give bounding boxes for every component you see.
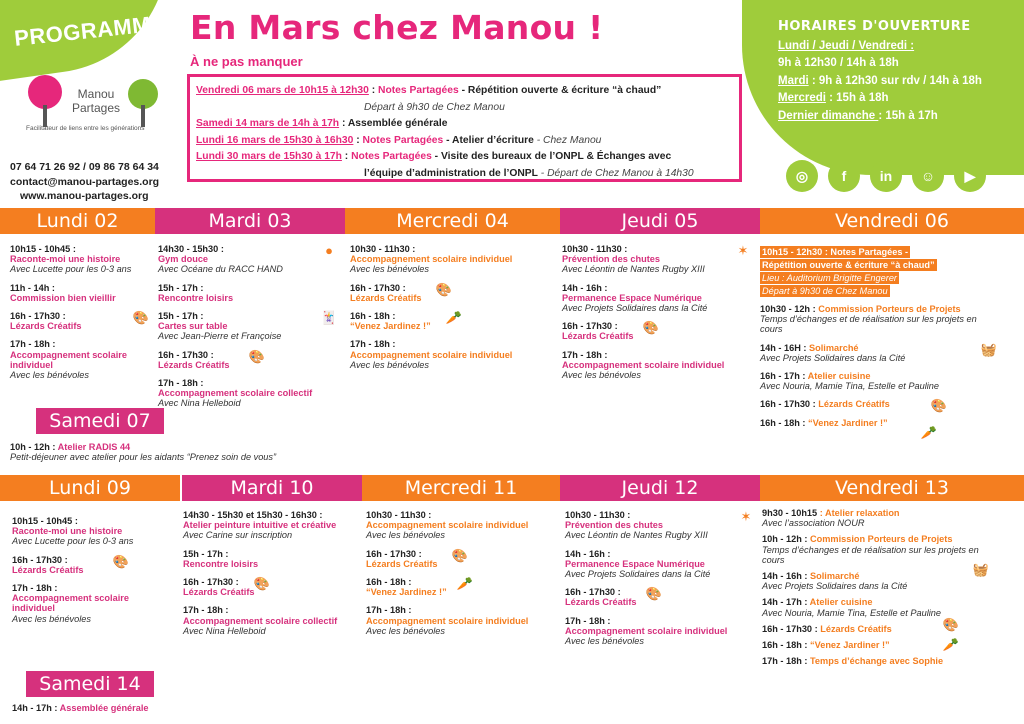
activity-title: Accompagnement scolaire collectif [158, 388, 313, 399]
hours-value: : 15h à 17h [878, 109, 938, 122]
featured-event [760, 246, 1000, 298]
activity-title: Lézards Créatifs [366, 558, 438, 569]
activity-host: Avec Léontin de Nantes Rugby XIII [562, 264, 705, 275]
activity-time: 16h - 18h : [760, 417, 808, 428]
highlight-events-box [187, 74, 742, 182]
separator: : [368, 85, 379, 96]
paint-palette-icon: 🎨 [435, 281, 453, 297]
day-column-vendredi-06 [760, 246, 1000, 440]
playing-cards-icon: 🃏 [320, 310, 338, 326]
activity-time: 17h - 18h : [350, 339, 396, 350]
activity-time: 16h - 17h30 : [760, 399, 819, 410]
paint-palette-icon: 🎨 [942, 616, 960, 632]
garden-vegetables-icon: 🥕 [456, 576, 474, 592]
activity-time: 10h30 - 12h : [760, 304, 819, 314]
event-name: Notes Partagées [378, 85, 459, 96]
event-name: Notes Partagées [351, 151, 432, 162]
activity-title: Accompagnement scolaire individuel [350, 349, 513, 360]
activity-title: Lézards Créatifs [12, 564, 84, 575]
activity [350, 283, 555, 303]
activity-title: Lézards Créatifs [565, 597, 637, 608]
activity-time: 14h - 16h : [562, 282, 608, 293]
activity-host: Avec Projets Solidaires dans la Cité [760, 352, 906, 363]
day-header-mercredi-04: Mercredi 04 [345, 208, 560, 234]
garden-vegetables-icon: 🥕 [920, 424, 938, 440]
youtube-icon[interactable]: ▶ [954, 160, 986, 192]
activity-host: Avec Nina Helleboid [158, 398, 241, 409]
activity [762, 637, 1002, 653]
activity [12, 516, 162, 547]
activity-time: 17h - 18h : [562, 349, 608, 360]
activity-title: Accompagnement scolaire individuel [562, 359, 725, 370]
paint-palette-icon: 🎨 [930, 398, 948, 414]
activity-title: Accompagnement scolaire collectif [183, 615, 338, 626]
event-description: l’équipe d’administration de l’ONPL [364, 167, 538, 179]
website-link[interactable]: www.manou-partages.org [20, 190, 149, 202]
event-description: Assemblée générale [347, 118, 448, 129]
activity-host: Avec les bénévoles [350, 264, 429, 275]
activity [565, 587, 755, 607]
activity-title: Rencontre loisirs [158, 292, 234, 303]
paint-palette-icon: 🎨 [132, 310, 150, 326]
activity-title: Atelier cuisine [809, 597, 873, 608]
activity-host: Avec Nouria, Mamie Tina, Estelle et Pauline [762, 607, 941, 618]
activity-host: Temps d’échanges et de réalisation sur les projets en cours [760, 314, 977, 335]
opening-hours-title: HORAIRES D'OUVERTURE [778, 19, 971, 34]
activity-host: Avec l’association NOUR [762, 518, 865, 529]
activity-time: 10h30 - 11h30 : [565, 510, 631, 520]
highlight-event [196, 149, 733, 166]
day-header-mardi-03: Mardi 03 [155, 208, 345, 234]
activity-time: 15h - 17h : [158, 282, 204, 293]
activity [10, 283, 150, 303]
activity-title: Accompagnement scolaire individuel [366, 615, 529, 626]
contact-block [10, 160, 175, 204]
activity-title: Permanence Espace Numérique [565, 558, 705, 569]
activity [565, 616, 755, 647]
event-description: - Répétition ouverte & écriture “à chaud” [458, 85, 662, 96]
activity [10, 311, 150, 331]
activity-title: Atelier cuisine [807, 371, 871, 382]
activity-time: 14h30 - 15h30 : [158, 244, 224, 254]
highlight-event [196, 116, 733, 133]
hours-value: : 15h à 18h [825, 92, 889, 104]
activity-title: Solimarché [810, 571, 860, 582]
activity-host: Petit-déjeuner avec atelier pour les aidants “Prenez soin de vous” [10, 452, 277, 463]
activity-title: Atelier RADIS 44 [57, 442, 131, 452]
activity [760, 343, 1000, 363]
activity-time: 9h30 - 10h15 [762, 508, 820, 518]
hours-line [778, 73, 982, 91]
activity [762, 656, 1002, 666]
featured-event-title: Répétition ouverte & écriture “à chaud” [762, 260, 935, 270]
activity-time: 10h - 12h : [10, 442, 58, 452]
activity-time: 17h - 18h : [10, 339, 56, 350]
activity-host: Avec les bénévoles [565, 636, 644, 647]
activity-title: “Venez Jardinez !” [350, 321, 431, 332]
activity [565, 510, 755, 541]
day-header-lundi-09: Lundi 09 [0, 475, 180, 501]
activity [158, 311, 338, 342]
activity [366, 577, 556, 597]
activity [762, 597, 1002, 617]
activity-time: 17h - 18h : [366, 605, 412, 616]
day-column-mercredi-04 [350, 244, 555, 378]
hours-line [778, 108, 982, 126]
activity [183, 577, 363, 597]
activity-title: “Venez Jardiner !” [810, 640, 890, 651]
activity-time: 17h - 18h : [762, 656, 810, 667]
activity-time: 16h - 17h : [760, 371, 808, 382]
event-date: Lundi 16 mars de 15h30 à 16h30 [196, 134, 354, 146]
activity [183, 549, 363, 569]
activity-title: Gym douce [158, 254, 209, 265]
day-column-lundi-09 [12, 516, 162, 632]
activity-time: 16h - 17h30 : [158, 349, 214, 360]
activity-title: Temps d’échange avec Sophie [810, 656, 944, 667]
activity-title: Accompagnement scolaire individuel [350, 254, 513, 265]
page-subtitle: À ne pas manquer [190, 54, 303, 69]
day-header-jeudi-05: Jeudi 05 [560, 208, 760, 234]
logo-tagline: Facilitateur de liens entre les générations [26, 125, 145, 132]
activity-time: 17h - 18h : [565, 615, 611, 626]
instagram-icon[interactable]: ◎ [786, 160, 818, 192]
paint-palette-icon: 🎨 [248, 348, 266, 364]
activity-time: 10h15 - 10h45 : [12, 516, 78, 526]
activity-title: Lézards Créatifs [183, 587, 255, 598]
tree-trunk [141, 105, 145, 127]
event-detail: - Départ de Chez Manou à 14h30 [537, 167, 694, 179]
logo-name [72, 87, 120, 115]
activity-host: Avec Projets Solidaires dans la Cité [562, 303, 708, 314]
activity-title: Raconte-moi une histoire [10, 254, 121, 265]
activity-time: 10h30 - 11h30 : [562, 244, 628, 254]
activity-time: 16h - 18h : [366, 577, 412, 588]
linkedin-icon[interactable]: in [870, 160, 902, 192]
activity [562, 283, 752, 314]
activity-title: Cartes sur table [158, 321, 228, 332]
falling-person-icon: ✶ [737, 243, 749, 258]
event-date: Vendredi 06 mars de 10h15 à 12h30 [196, 85, 369, 96]
activity-title: Lézards Créatifs [10, 321, 82, 332]
activity [762, 534, 1002, 565]
activity-title: Commission bien vieillir [10, 292, 116, 303]
activity-time: 17h - 18h : [158, 378, 204, 389]
day-header-jeudi-12: Jeudi 12 [560, 475, 760, 501]
activity [366, 549, 556, 569]
activity [10, 244, 150, 275]
featured-event-departure: Départ à 9h30 de Chez Manou [762, 286, 888, 296]
day-column-mercredi-11 [366, 510, 556, 644]
activity [12, 555, 162, 575]
activity-time: 10h30 - 11h30 : [350, 244, 416, 254]
pink-tree-icon [28, 75, 62, 109]
day-column-vendredi-13 [762, 508, 1002, 674]
activity [562, 244, 752, 275]
hours-value: : 9h à 12h30 sur rdv / 14h à 18h [808, 74, 982, 87]
hours-line [778, 90, 982, 108]
activity-title: : Atelier relaxation [819, 508, 900, 518]
activity-title: Assemblée générale [59, 703, 149, 713]
activity-title: Lézards Créatifs [158, 359, 230, 370]
activity-time: 16h - 18h : [350, 311, 396, 322]
day-header-mercredi-11: Mercredi 11 [362, 475, 560, 501]
day-header-vendredi-06: Vendredi 06 [760, 208, 1024, 234]
activity-host: Avec Océane du RACC HAND [158, 264, 283, 275]
activity-time: 17h - 18h : [12, 583, 58, 594]
activity-host: Avec Projets Solidaires dans la Cité [565, 569, 711, 580]
activity [12, 583, 162, 624]
event-detail: - Chez Manou [533, 134, 602, 146]
activity-time: 14h - 16h : [565, 548, 611, 559]
facebook-icon[interactable]: f [828, 160, 860, 192]
activity-time: 14h30 - 15h30 et 15h30 - 16h30 : [183, 510, 323, 520]
activity [158, 244, 338, 275]
day-column-lundi-02 [10, 244, 150, 388]
activity [10, 442, 340, 462]
activity-time: 10h - 12h : [762, 534, 810, 545]
activity-host: Avec Nouria, Mamie Tina, Estelle et Pauline [760, 381, 939, 392]
activity-time: 16h - 17h30 : [562, 321, 618, 332]
separator: : [341, 151, 352, 162]
activity-title: Accompagnement scolaire individuel [366, 520, 529, 531]
activity-time: 15h - 17h : [183, 548, 229, 559]
highlight-event [196, 133, 733, 150]
activity-time: 10h30 - 11h30 : [366, 510, 432, 520]
activity-title: Atelier peinture intuitive et créative [183, 520, 337, 531]
hours-value: 9h à 12h30 / 14h à 18h [778, 57, 899, 69]
activity [350, 244, 555, 275]
day-column-mardi-10 [183, 510, 363, 644]
event-date: Lundi 30 mars de 15h30 à 17h [196, 151, 342, 162]
activity [366, 605, 556, 636]
activity-title: “Venez Jardinez !” [366, 587, 447, 598]
activity-time: 16h - 17h30 : [762, 623, 821, 634]
day-header-lundi-02: Lundi 02 [0, 208, 155, 234]
activity-time: 16h - 17h30 : [10, 311, 66, 322]
activity-title: Raconte-moi une histoire [12, 526, 123, 537]
programme-label: PROGRAMME [13, 10, 168, 51]
activity-title: Lézards Créatifs [350, 292, 422, 303]
highlight-event [196, 83, 733, 100]
activity-host: Avec Léontin de Nantes Rugby XIII [565, 530, 708, 541]
activity-time: 16h - 17h30 : [350, 282, 406, 293]
activity-time: 10h15 - 10h45 : [10, 244, 76, 254]
activity-title: “Venez Jardiner !” [808, 417, 888, 428]
activity-time: 15h - 17h : [158, 311, 204, 322]
activity [762, 616, 1002, 634]
activity-title: Accompagnement scolaire individuel [10, 349, 127, 370]
activity-host: Avec les bénévoles [10, 370, 89, 381]
activity [760, 417, 1000, 440]
activity-time: 14h - 16H : [760, 342, 810, 353]
activity-host: Avec Nina Helleboid [183, 625, 266, 636]
highlight-event-detail [196, 100, 733, 117]
falling-person-icon: ✶ [740, 509, 752, 524]
hours-days: Mardi [778, 74, 809, 87]
activity-title: Rencontre loisirs [183, 558, 259, 569]
phone-numbers: 07 64 71 26 92 / 09 86 78 64 34 [10, 161, 159, 173]
day-column-samedi-07 [10, 442, 340, 470]
activity-time: 16h - 17h30 : [366, 548, 422, 559]
day-header-mardi-10: Mardi 10 [182, 475, 362, 501]
activity-host: Avec Lucette pour les 0-3 ans [10, 264, 132, 275]
market-basket-icon: 🧺 [980, 341, 998, 357]
activity-host: Avec Projets Solidaires dans la Cité [762, 581, 908, 592]
logo-name-line2: Partages [72, 101, 121, 115]
day-header-samedi-14: Samedi 14 [26, 671, 154, 697]
activity-time: 16h - 18h : [762, 640, 810, 651]
activity [366, 510, 556, 541]
event-date: Samedi 14 mars de 14h à 17h [196, 118, 340, 129]
paint-palette-icon: 🎨 [253, 576, 271, 592]
event-name: Notes Partagées [362, 134, 444, 146]
activity [760, 371, 1000, 391]
day-column-jeudi-12 [565, 510, 755, 654]
activity-host: Temps d’échanges et de réalisation sur les projets en cours [762, 544, 979, 565]
ball-icon: ● [325, 243, 333, 258]
social-links [786, 160, 986, 192]
activity [762, 508, 1002, 528]
activity-time: 16h - 17h30 : [183, 577, 239, 588]
page-title: En Mars chez Manou ! [190, 8, 604, 47]
hours-days: Dernier dimanche [778, 109, 879, 122]
activity [158, 350, 338, 370]
activity-title: Accompagnement scolaire individuel [565, 625, 728, 636]
email-link[interactable]: contact@manou-partages.org [10, 175, 160, 188]
separator: : [353, 134, 363, 146]
activity-title: Permanence Espace Numérique [562, 292, 702, 303]
tree-trunk [43, 105, 47, 127]
activity-time: 14h - 17h : [762, 597, 810, 608]
activity [760, 304, 1000, 335]
activity [183, 510, 363, 541]
activity-time: 17h - 18h : [183, 605, 229, 616]
day-column-samedi-14 [12, 703, 312, 721]
event-detail: Départ à 9h30 de Chez Manou [364, 101, 505, 113]
activity-host: Avec les bénévoles [366, 625, 445, 636]
activity [565, 549, 755, 580]
activity-host: Avec les bénévoles [562, 370, 641, 381]
paint-palette-icon: 🎨 [112, 553, 130, 569]
activity-title: Prévention des chutes [562, 254, 661, 265]
manou-partages-logo [28, 75, 158, 137]
day-header-vendredi-13: Vendredi 13 [760, 475, 1024, 501]
activity-title: Accompagnement scolaire individuel [12, 593, 129, 614]
separator: : [339, 118, 348, 129]
garden-vegetables-icon: 🥕 [942, 637, 960, 653]
activity [183, 605, 363, 636]
activity-host: Avec Carine sur inscription [183, 530, 293, 541]
paint-palette-icon: 🎨 [451, 547, 469, 563]
activity-title: Commission Porteurs de Projets [810, 534, 953, 545]
event-description: - Atelier d’écriture [443, 134, 534, 146]
activity-host: Avec les bénévoles [366, 530, 445, 541]
snapchat-icon[interactable]: ☺ [912, 160, 944, 192]
day-header-samedi-07: Samedi 07 [36, 408, 164, 434]
activity-title: Commission Porteurs de Projets [818, 304, 961, 314]
activity [158, 283, 338, 303]
activity-time: 11h - 14h : [10, 282, 55, 293]
activity [762, 562, 1002, 592]
activity-title: Lézards Créatifs [820, 623, 892, 634]
activity-time: 14h - 17h : [12, 703, 60, 713]
activity-time: 16h - 17h30 : [12, 554, 68, 565]
activity [350, 311, 555, 331]
activity [12, 703, 312, 713]
activity-host: Avec les bénévoles [350, 359, 429, 370]
activity-host: Avec Jean-Pierre et Françoise [158, 331, 282, 342]
highlight-event-detail [196, 166, 733, 183]
activity [562, 350, 752, 381]
activity-time: 16h - 17h30 : [565, 587, 621, 598]
featured-event-location: Lieu : Auditorium Brigitte Engerer [762, 273, 897, 283]
activity [10, 339, 150, 380]
activity-host: Avec les bénévoles [12, 613, 91, 624]
hours-days: Mercredi [778, 92, 826, 104]
activity-title: Lézards Créatifs [562, 331, 634, 342]
activity [350, 339, 555, 370]
day-column-mardi-03 [158, 244, 338, 417]
activity-title: Lézards Créatifs [818, 399, 890, 410]
paint-palette-icon: 🎨 [645, 586, 663, 602]
activity-host: Avec Lucette pour les 0-3 ans [12, 536, 134, 547]
activity-title: Prévention des chutes [565, 520, 664, 531]
activity [158, 378, 338, 409]
market-basket-icon: 🧺 [972, 562, 990, 578]
activity-time: 14h - 16h : [762, 571, 810, 582]
day-column-jeudi-05 [562, 244, 752, 388]
event-description: - Visite des bureaux de l’ONPL & Échanges avec [431, 151, 672, 162]
activity-title: Solimarché [809, 342, 859, 353]
opening-hours [778, 18, 982, 125]
logo-name-line1: Manou [77, 87, 115, 101]
hours-days: Lundi / Jeudi / Vendredi : [778, 39, 915, 52]
activity [562, 321, 752, 341]
featured-event-time: 10h15 - 12h30 : Notes Partagées - [762, 247, 909, 257]
paint-palette-icon: 🎨 [642, 320, 660, 336]
garden-vegetables-icon: 🥕 [445, 310, 463, 326]
activity [760, 398, 1000, 414]
